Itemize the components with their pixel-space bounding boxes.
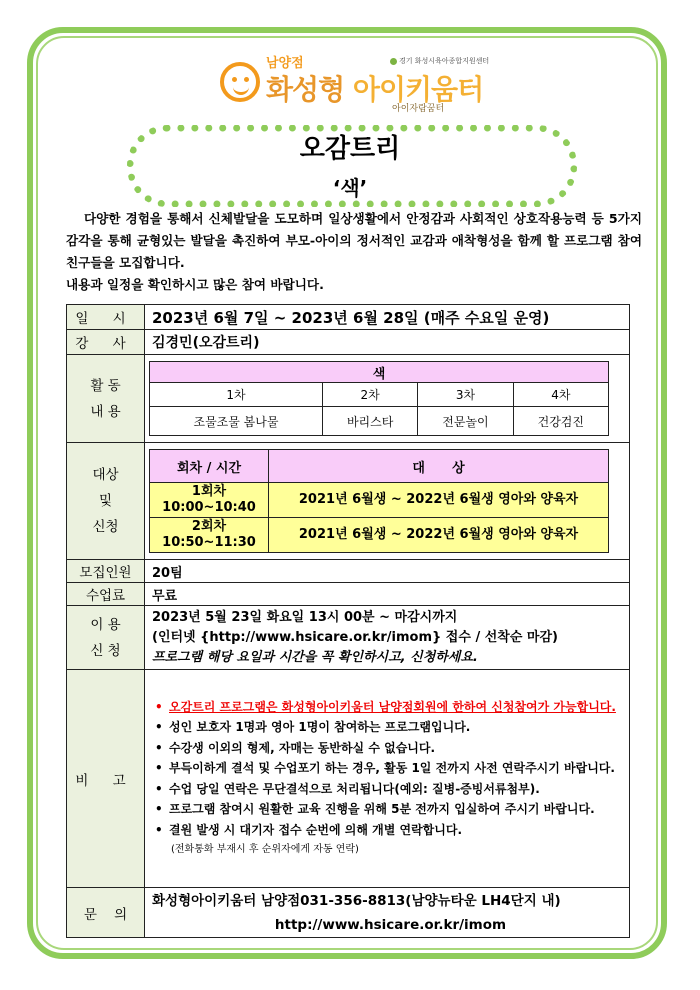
instructor-label: 강 사 xyxy=(67,330,145,355)
logo-org xyxy=(390,56,489,66)
notes-label: 비 고 xyxy=(67,670,145,888)
target-label: 대상 및 신청 xyxy=(67,443,145,560)
logo-name xyxy=(266,68,483,108)
activities-table xyxy=(149,361,609,436)
note-footnote: (전화통화 부재시 후 순위자에게 자동 연락) xyxy=(171,844,359,855)
notes-list xyxy=(145,693,629,865)
slot-1: 1회차 10:00~10:40 xyxy=(150,483,269,518)
session-1: 1차 xyxy=(150,383,323,407)
note-item: • 부득이하게 결석 및 수업포기 하는 경우, 활동 1일 전까지 사전 연락주시기 바랍니다. xyxy=(155,758,625,779)
apply-value xyxy=(145,606,630,670)
logo xyxy=(220,52,500,114)
session-4: 4차 xyxy=(513,383,608,407)
row-capacity xyxy=(67,560,630,583)
logo-org-text: 경기 화성시육아종합지원센터 xyxy=(399,57,490,65)
logo-branch: 남양점 xyxy=(266,56,304,71)
capacity-label: 모집인원 xyxy=(67,560,145,583)
info-table xyxy=(66,304,630,938)
target-table xyxy=(149,449,609,553)
row-contact xyxy=(67,888,630,938)
instructor-value: 김경민(오감트리) xyxy=(145,330,630,355)
time-header: 회차 / 시간 xyxy=(150,450,269,483)
target-cell xyxy=(145,443,630,560)
row-date xyxy=(67,305,630,330)
content-1: 조물조물 봄나물 xyxy=(150,407,323,436)
logo-name-b: 아이키움터 xyxy=(352,73,484,106)
apply-method: (인터넷 {http://www.hsicare.or.kr/imom} 접수 / 선착순 마감) xyxy=(152,629,558,645)
notes-cell xyxy=(145,670,630,888)
row-notes xyxy=(67,670,630,888)
content-4: 건강검진 xyxy=(513,407,608,436)
activities-header: 색 xyxy=(150,362,609,383)
activities-label: 활 동 내 용 xyxy=(67,355,145,443)
fee-value: 무료 xyxy=(145,583,630,606)
contact-value xyxy=(145,888,630,938)
row-instructor xyxy=(67,330,630,355)
note-item: • 오감트리 프로그램은 화성형아이키움터 남양점회원에 한하여 신청참여가 가능합니다. xyxy=(155,697,625,718)
session-3: 3차 xyxy=(418,383,513,407)
intro-paragraph: 다양한 경험을 통해서 신체발달을 도모하며 일상생활에서 안정감과 사회적인 상호작용능력 등 5가지 감각을 통해 균형있는 발달을 촉진하여 부모-아이의 정서적인 교감과 애착형성을 함께 할 프로그램 참여 친구들을 모집합니다. xyxy=(66,211,642,270)
page-subtitle: ‘색’ xyxy=(332,176,368,200)
slot-2-target: 2021년 6월생 ~ 2022년 6월생 영아와 양육자 xyxy=(269,518,609,553)
apply-notice: 프로그램 해당 요일과 시간을 꼭 확인하시고, 신청하세요. xyxy=(152,649,478,665)
org-logo-icon xyxy=(390,58,397,65)
row-fee xyxy=(67,583,630,606)
page-title: 오감트리 xyxy=(299,134,401,164)
intro-text xyxy=(66,208,642,296)
logo-tagline: 아이자람꿈터 xyxy=(392,104,445,114)
capacity-value: 20팀 xyxy=(145,560,630,583)
row-apply xyxy=(67,606,630,670)
logo-face-icon xyxy=(220,62,260,102)
note-item: • 성인 보호자 1명과 영아 1명이 참여하는 프로그램입니다. xyxy=(155,717,625,738)
contact-label: 문 의 xyxy=(67,888,145,938)
note-item: • 결원 발생 시 대기자 접수 순번에 의해 개별 연락합니다. xyxy=(155,820,625,841)
fee-label: 수업료 xyxy=(67,583,145,606)
contact-phone: 화성형아이키움터 남양점031-356-8813(남양뉴타운 LH4단지 내) xyxy=(152,892,561,909)
activities-cell xyxy=(145,355,630,443)
apply-label: 이 용 신 청 xyxy=(67,606,145,670)
content-3: 전문놀이 xyxy=(418,407,513,436)
date-value: 2023년 6월 7일 ~ 2023년 6월 28일 (매주 수요일 운영) xyxy=(145,305,630,330)
intro-closing: 내용과 일정을 확인하시고 많은 참여 바랍니다. xyxy=(66,277,324,292)
slot-1-target: 2021년 6월생 ~ 2022년 6월생 영아와 양육자 xyxy=(269,483,609,518)
contact-url[interactable]: http://www.hsicare.or.kr/imom xyxy=(274,916,507,933)
apply-period: 2023년 5월 23일 화요일 13시 00분 ~ 마감시까지 xyxy=(152,609,458,625)
slot-2: 2회차 10:50~11:30 xyxy=(150,518,269,553)
date-label: 일 시 xyxy=(67,305,145,330)
logo-name-a: 화성형 xyxy=(266,73,345,106)
row-activities xyxy=(67,355,630,443)
note-item: • 수강생 이외의 형제, 자매는 동반하실 수 없습니다. xyxy=(155,738,625,759)
target-header: 대 상 xyxy=(269,450,609,483)
note-item: • 프로그램 참여시 원활한 교육 진행을 위해 5분 전까지 입실하여 주시기 바랍니다. xyxy=(155,799,625,820)
content-2: 바리스타 xyxy=(322,407,417,436)
note-item: • 수업 당일 연락은 무단결석으로 처리됩니다(예외: 질병-증빙서류첨부). xyxy=(155,779,625,800)
session-2: 2차 xyxy=(322,383,417,407)
row-target xyxy=(67,443,630,560)
